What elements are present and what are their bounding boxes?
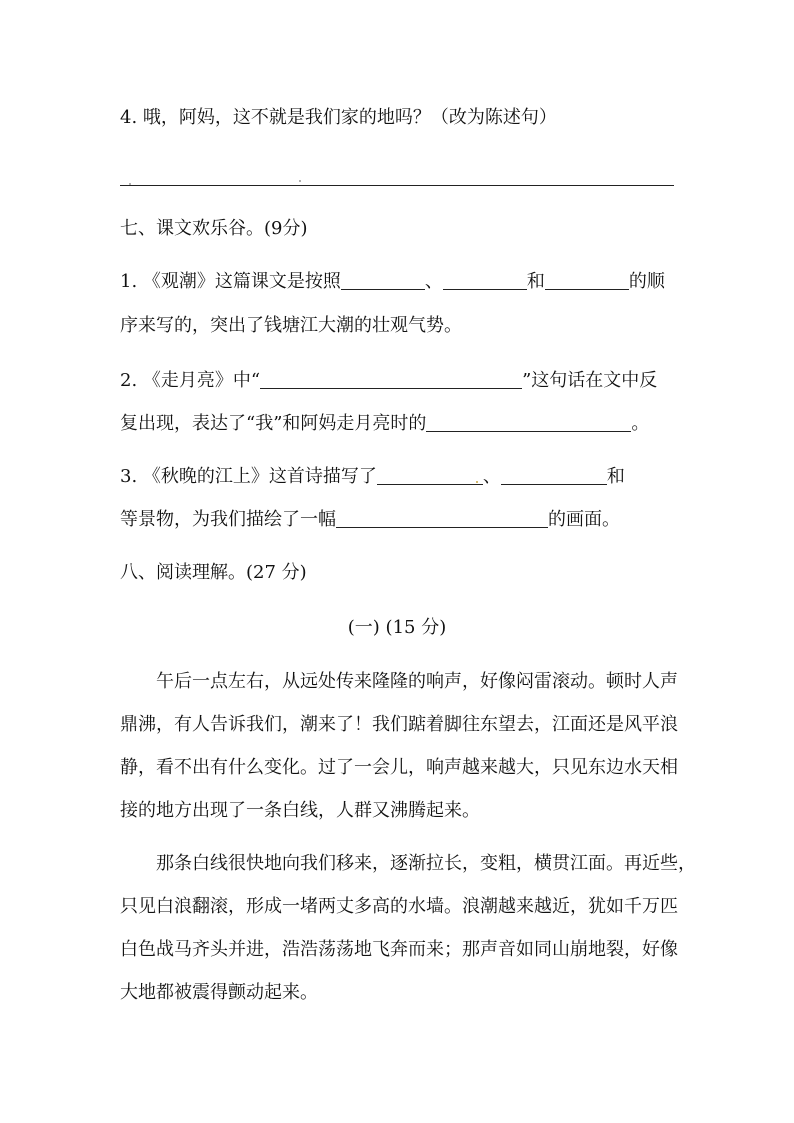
answer-blank[interactable] — [260, 370, 522, 389]
answer-blank[interactable] — [426, 413, 631, 432]
item-3-suffix: 和 — [606, 466, 625, 487]
section-7-item-3-line-2 — [120, 508, 620, 532]
answer-blank[interactable] — [377, 466, 483, 485]
section-8-heading-text: 八、阅读理解。(27 分) — [120, 562, 307, 583]
answer-blank[interactable] — [443, 271, 527, 290]
paragraph-1-line: 午后一点左右，从远处传来隆隆的响声，好像闷雷滚动。顿时人声 — [156, 671, 678, 692]
answer-blank[interactable] — [501, 466, 607, 485]
paragraph-1-line: 接的地方出现了一条白线，人群又沸腾起来。 — [120, 800, 480, 821]
question-4 — [120, 106, 557, 130]
paragraph-1-line: 静，看不出有什么变化。过了一会儿，响声越来越大，只见东边水天相 — [120, 757, 678, 778]
item-2-line-2-prefix: 复出现，表达了“我”和阿妈走月亮时的 — [120, 413, 427, 434]
item-2-suffix: ”这句话在文中反 — [522, 370, 658, 391]
part-1-heading — [0, 616, 794, 640]
answer-blank[interactable] — [545, 271, 629, 290]
paragraph-1-line: 鼎沸，有人告诉我们，潮来了！我们踮着脚往东望去，江面还是风平浪 — [120, 714, 678, 735]
answer-line-q4[interactable] — [120, 185, 674, 186]
item-1-separator: 和 — [526, 271, 545, 292]
item-1-line-2-text: 序来写的，突出了钱塘江大潮的壮观气势。 — [120, 315, 462, 336]
part-1-heading-text: (一) (15 分) — [347, 617, 447, 638]
section-7-item-3 — [120, 465, 625, 489]
scan-speck — [299, 180, 301, 182]
item-1-prefix: 1. 《观潮》这篇课文是按照 — [120, 271, 341, 292]
answer-blank[interactable] — [341, 271, 425, 290]
scan-speck — [476, 481, 478, 483]
item-1-separator: 、 — [424, 271, 443, 292]
item-3-line-2-suffix: 的画面。 — [548, 509, 620, 530]
paragraph-2-line: 大地都被震得颤动起来。 — [120, 982, 318, 1003]
item-3-prefix: 3. 《秋晚的江上》这首诗描写了 — [120, 466, 377, 487]
section-7-heading-text: 七、课文欢乐谷。(9分) — [120, 218, 308, 239]
paragraph-2-line: 只见白浪翻滚，形成一堵两丈多高的水墙。浪潮越来越近，犹如千万匹 — [120, 896, 678, 917]
section-7-item-1-line-2 — [120, 314, 462, 338]
answer-blank[interactable] — [336, 509, 548, 528]
section-8-heading — [120, 561, 307, 585]
item-3-line-2-prefix: 等景物，为我们描绘了一幅 — [120, 509, 336, 530]
section-7-item-2 — [120, 369, 657, 393]
item-1-suffix: 的顺 — [628, 271, 665, 292]
item-2-line-2-suffix: 。 — [631, 413, 650, 434]
section-7-heading — [120, 217, 308, 241]
section-7-item-1 — [120, 270, 665, 294]
paragraph-2-line: 那条白线很快地向我们移来，逐渐拉长，变粗，横贯江面。再近些， — [156, 853, 696, 874]
item-3-separator: 、 — [482, 466, 501, 487]
question-4-text: 4. 哦，阿妈，这不就是我们家的地吗？（改为陈述句） — [120, 107, 557, 128]
paragraph-2-line: 白色战马齐头并进，浩浩荡荡地飞奔而来；那声音如同山崩地裂，好像 — [120, 939, 678, 960]
item-2-prefix: 2. 《走月亮》中“ — [120, 370, 261, 391]
section-7-item-2-line-2 — [120, 412, 649, 436]
